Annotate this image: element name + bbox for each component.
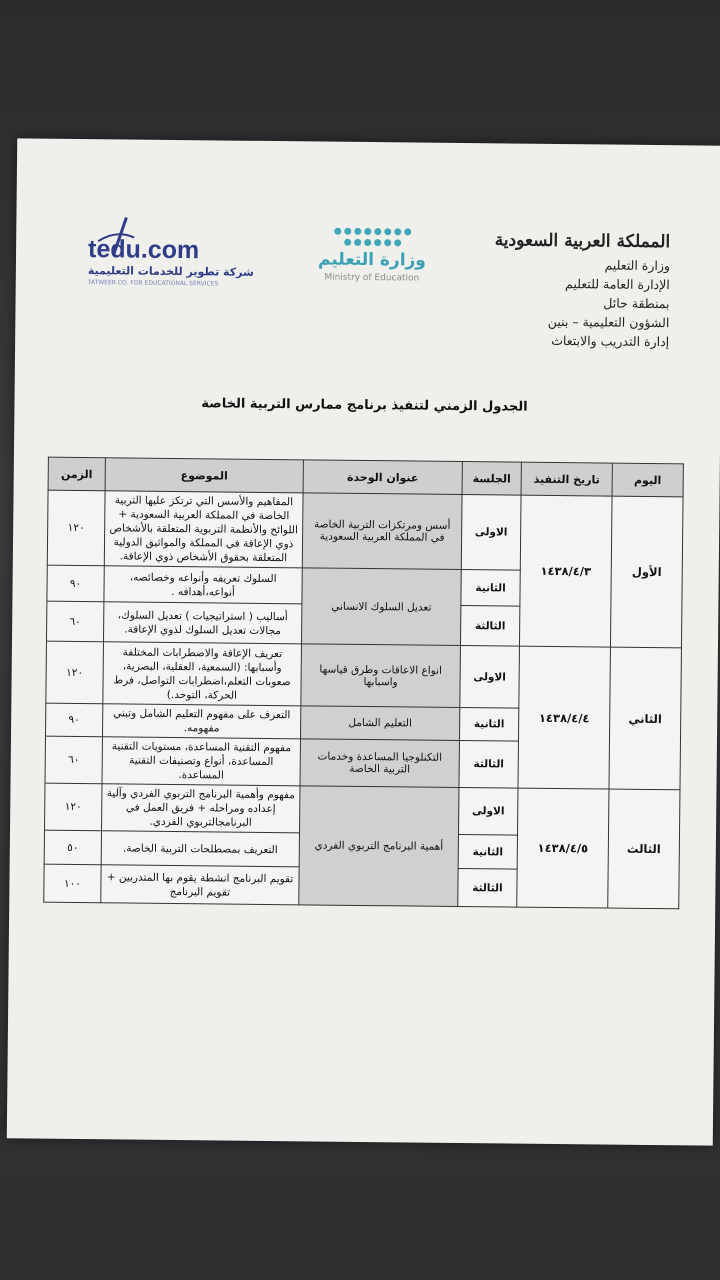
moe-logo-english: Ministry of Education	[324, 272, 420, 284]
unit-cell: أهمية البرنامج التربوي الفردي	[299, 786, 459, 907]
session-cell: الثانية	[461, 570, 520, 607]
topic-cell: السلوك تعريفه وأنواعه وخصائصه، أنواعه،أهدافه .	[104, 566, 302, 604]
ministry-header	[469, 231, 670, 351]
header-line: الإدارة العامة للتعليم	[565, 276, 670, 293]
time-cell: ٩٠	[45, 703, 102, 737]
moe-dots-icon	[302, 227, 442, 235]
time-cell: ٦٠	[46, 601, 103, 642]
session-cell: الاولى	[460, 645, 520, 708]
topic-cell: أساليب ( استراتيجيات ) تعديل السلوك، مجالات تعديل السلوك لذوي الإعاقة.	[103, 602, 301, 644]
tedu-swoosh-icon	[96, 215, 136, 255]
header-unit: عنوان الوحدة	[303, 460, 462, 495]
table-row	[47, 490, 683, 572]
tedu-logo	[88, 235, 269, 288]
schedule-table	[43, 457, 684, 910]
header-line: إدارة التدريب والابتعاث	[551, 332, 670, 350]
time-cell: ٥٠	[44, 830, 101, 865]
header-date: تاريخ التنفيذ	[521, 462, 612, 496]
tedu-logo-english: TATWEER CO. FOR EDUCATIONAL SERVICES	[87, 279, 219, 288]
header-line: الشؤون التعليمية – بنين	[547, 313, 670, 331]
time-cell: ١٢٠	[46, 641, 104, 704]
unit-cell: أسس ومرتكزات التربية الخاصة في المملكة العربية السعودية	[302, 493, 462, 570]
header-topic: الموضوع	[105, 458, 303, 493]
header-session: الجلسة	[462, 462, 521, 496]
day-cell: الثالث	[608, 789, 680, 909]
document-page	[7, 138, 720, 1145]
topic-cell: المفاهيم والأسس التي ترتكز عليها التربية الخاصة في المملكة العربية السعودية + اللوائح والأنظمة التربوية المتعلقة بالأشخاص ذوي الإعاقة في المملكة والمواثيق الدولية المتعلقة بحقوق الأشخاص ذوي الإعاقة.	[104, 491, 303, 568]
topic-cell: تقويم البرنامج انشطة يقوم بها المتدربين + تقويم البرنامج	[101, 865, 299, 905]
session-cell: الثالثة	[458, 868, 517, 907]
unit-cell: التعليم الشامل	[300, 706, 459, 741]
header-line: وزارة التعليم	[604, 257, 671, 274]
session-cell: الثانية	[458, 834, 517, 869]
session-cell: الثالثة	[460, 606, 519, 647]
tedu-logo-arabic: شركة تطوير للخدمات التعليمية	[87, 264, 254, 279]
unit-cell: التكنلوجيا المساعدة وخدمات التربية الخاصة	[300, 739, 459, 788]
time-cell: ٦٠	[45, 736, 102, 784]
document-title: الجدول الزمني لتنفيذ برنامج ممارس التربية الخاصة	[201, 396, 528, 415]
date-cell: ١٤٣٨/٤/٣	[519, 495, 612, 647]
topic-cell: مفهوم التقنية المساعدة، مستويات التقنية المساعدة، أنواع وتصنيفات التقنية المساعدة.	[102, 737, 300, 786]
date-cell: ١٤٣٨/٤/٤	[518, 646, 610, 789]
session-cell: الثالثة	[459, 740, 518, 788]
session-cell: الاولى	[461, 495, 521, 571]
time-cell: ١٠٠	[44, 864, 101, 903]
header-line: بمنطقة حائل	[603, 295, 670, 312]
topic-cell: مفهوم وأهمية البرنامج التربوي الفردي وآلية إعداده ومراحله + فريق العمل في البرنامجالتربوي الفردي.	[102, 784, 300, 833]
time-cell: ١٢٠	[47, 490, 105, 566]
unit-cell: تعديل السلوك الانساني	[301, 568, 461, 646]
session-cell: الاولى	[458, 787, 517, 835]
moe-logo-arabic: وزارة التعليم	[317, 249, 427, 271]
header-day: اليوم	[612, 463, 683, 497]
session-cell: الثانية	[459, 707, 518, 741]
date-cell: ١٤٣٨/٤/٥	[517, 788, 609, 908]
unit-cell: انواع الاعاقات وطرق قياسها واسبابها	[301, 644, 461, 708]
day-cell: الأول	[610, 496, 683, 648]
time-cell: ١٢٠	[45, 783, 102, 831]
topic-cell: تعريف الإعاقة والاضطرابات المختلفة وأسبابها: (السمعية، العقلية، البصرية، صعوبات التعلم،اضطرابات التواصل، فرط الحركة، التوحد.)	[103, 642, 302, 706]
topic-cell: التعرف على مفهوم التعليم الشامل وتبني مفهومه.	[102, 704, 300, 739]
header-time: الزمن	[48, 457, 105, 491]
tedu-logo-word: tedu.com	[87, 235, 200, 265]
table-row	[45, 783, 680, 837]
ministry-of-education-logo	[302, 227, 443, 283]
kingdom-name: المملكة العربية السعودية	[494, 230, 671, 253]
topic-cell: التعريف بمصطلحات التربية الخاصة.	[101, 831, 299, 867]
time-cell: ٩٠	[47, 565, 104, 602]
day-cell: الثاني	[609, 647, 681, 790]
table-row	[46, 641, 682, 710]
